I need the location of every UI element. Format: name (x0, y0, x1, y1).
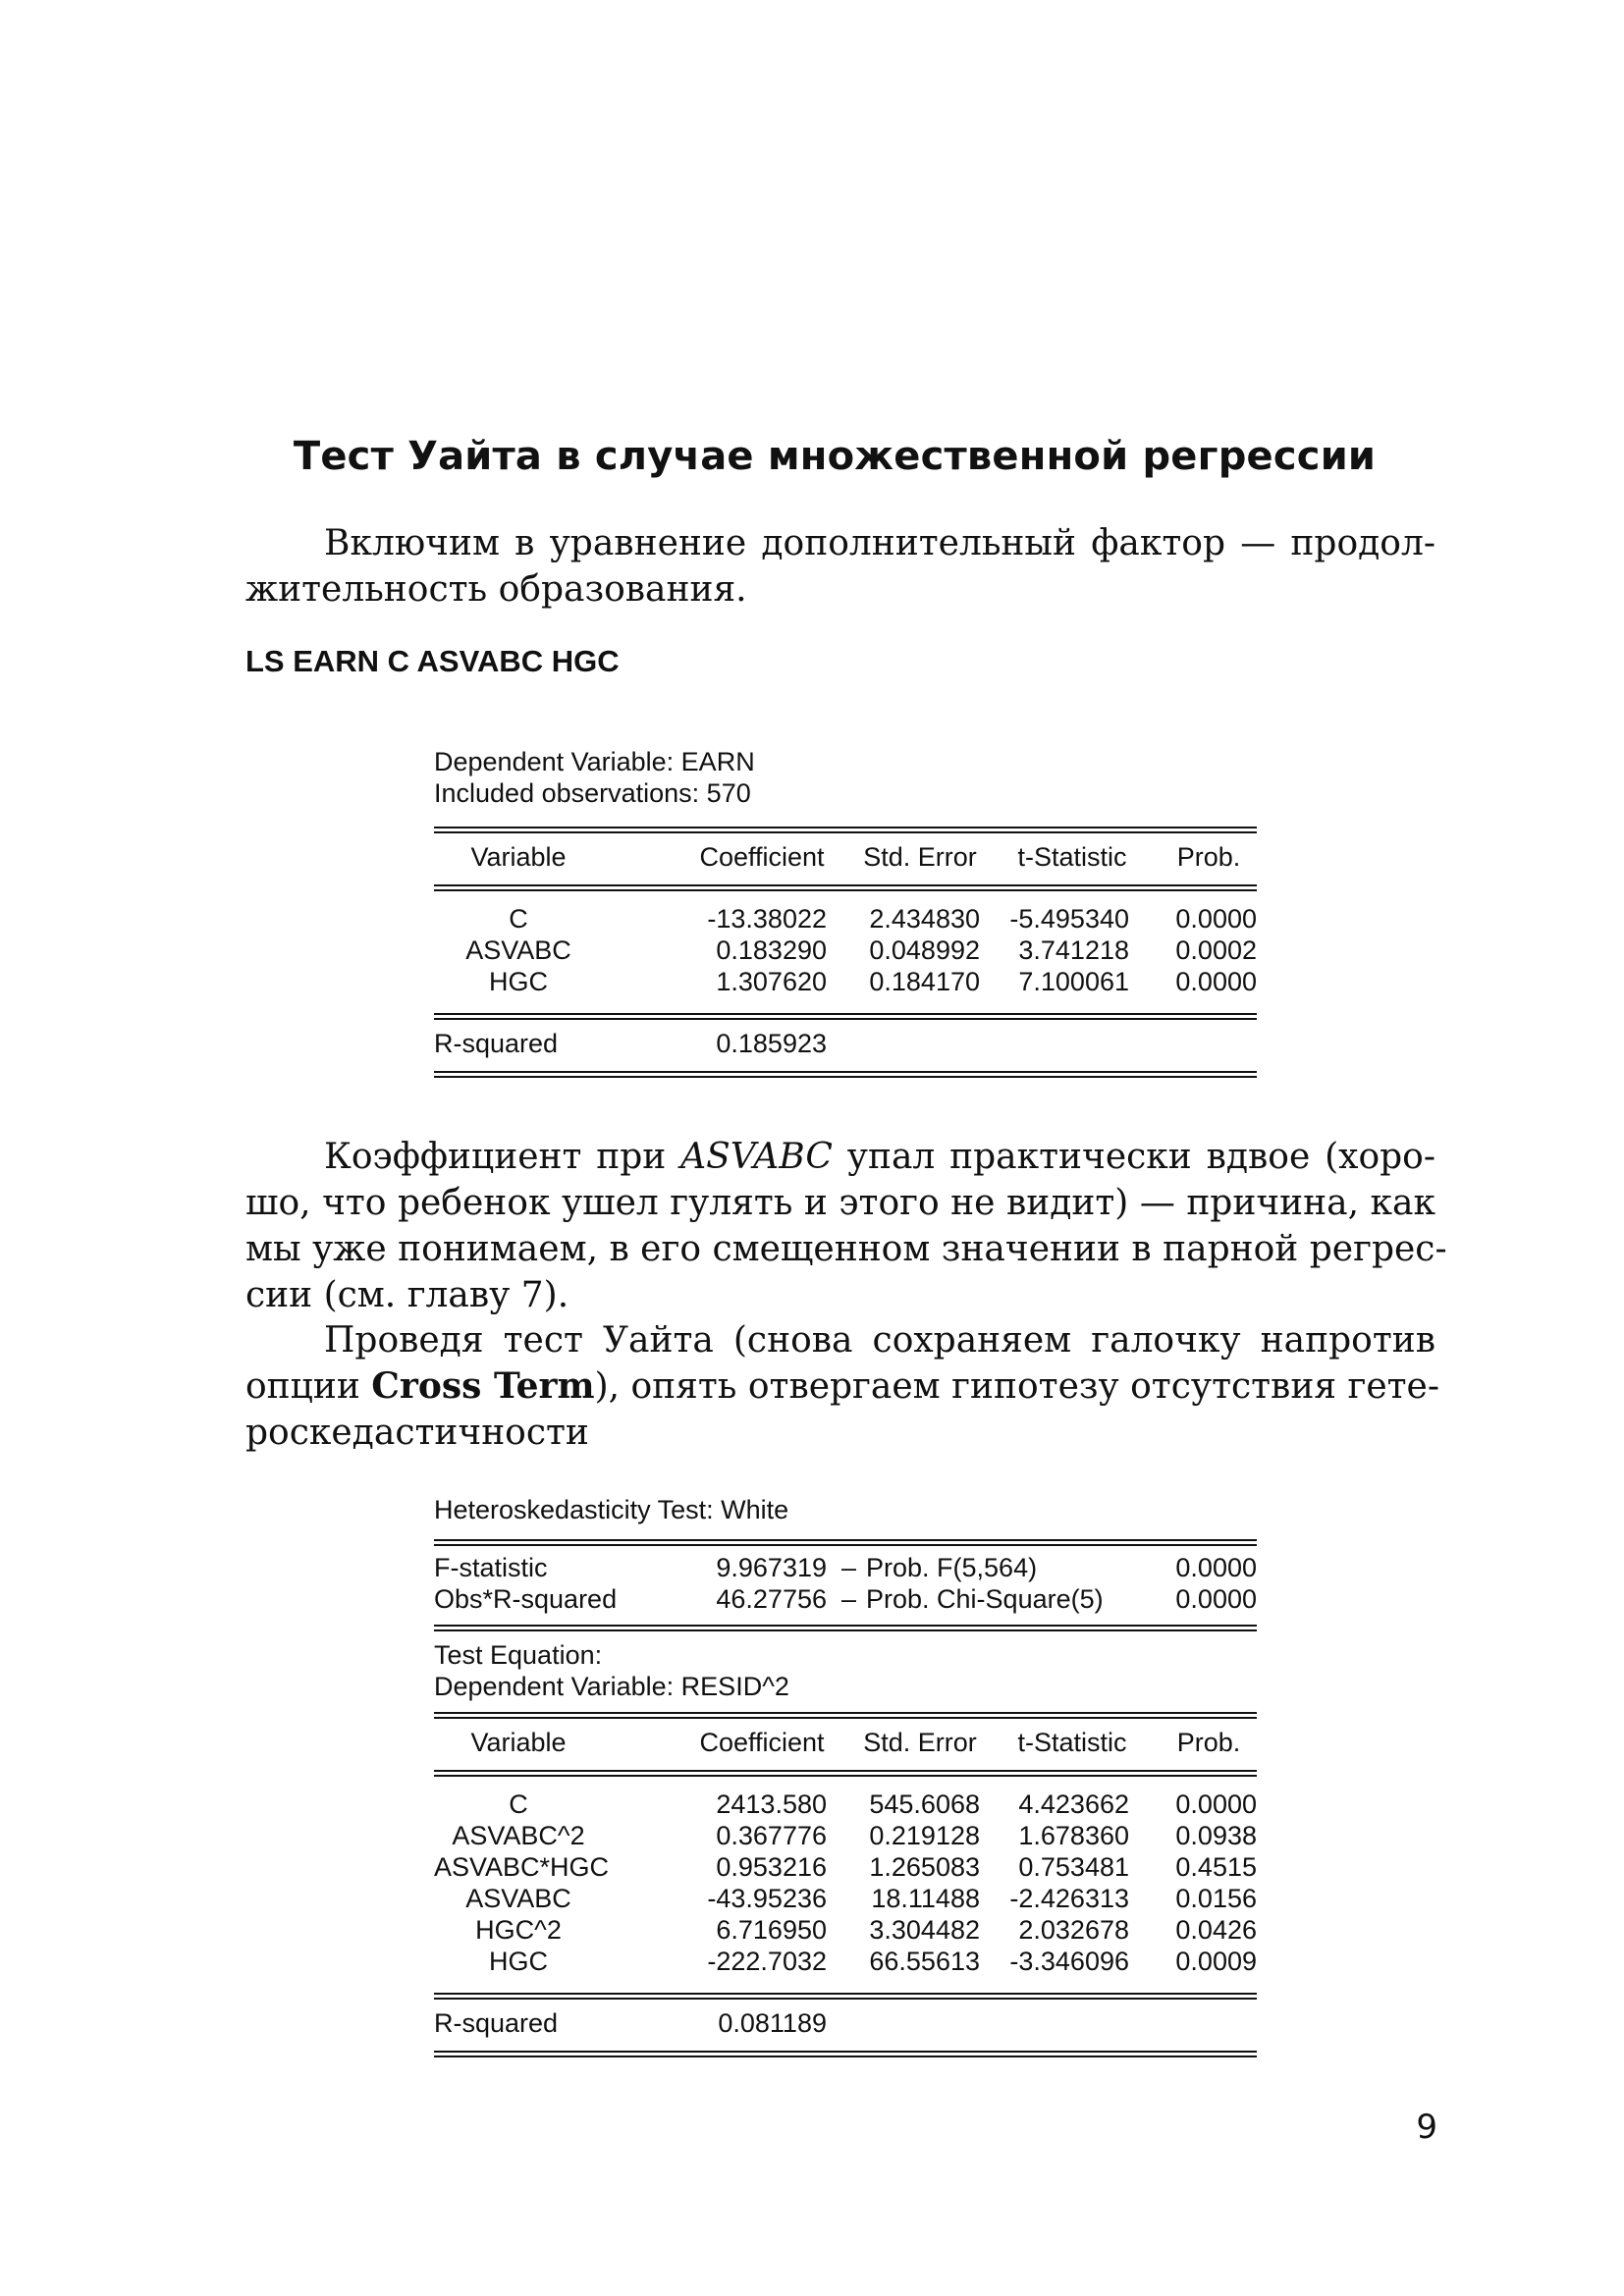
dep-variable: Dependent Variable: EARN (434, 747, 755, 776)
stat-test: Prob. Chi-Square(5) (866, 1584, 1104, 1614)
para2-line-1 (245, 1134, 1435, 1180)
cell-std-error: 0.184170 (869, 967, 980, 996)
table-row (434, 1789, 1257, 1820)
table-header (434, 841, 1257, 873)
white-test-output (434, 1494, 1257, 2057)
cell-t-statistic: -5.495340 (1009, 904, 1129, 934)
stat-test: Prob. F(5,564) (866, 1553, 1038, 1582)
command-line: LS EARN C ASVABC HGC (245, 644, 620, 678)
intro-line-1: Включим в уравнение дополнительный фактор — продол- (324, 523, 1435, 563)
stat-value: 46.27756 (716, 1584, 827, 1614)
table-row (434, 1883, 1257, 1914)
cell-prob: 0.4515 (1175, 1852, 1257, 1882)
included-observations: Included observations: 570 (434, 778, 751, 808)
para3-line-3: роскедастичности (245, 1413, 589, 1453)
stat-dash: – (841, 1584, 857, 1614)
cell-t-statistic: 0.753481 (1018, 1852, 1129, 1882)
cell-prob: 0.0000 (1175, 904, 1257, 934)
table-rule (434, 1013, 1257, 1020)
table-row (434, 903, 1257, 934)
cell-std-error: 66.55613 (869, 1947, 980, 1976)
cell-variable: C (509, 1789, 528, 1819)
r-squared-row (434, 2007, 1257, 2039)
table-row (434, 1851, 1257, 1883)
stat-label: Obs*R-squared (434, 1584, 618, 1614)
stat-value: 9.967319 (716, 1553, 827, 1582)
r-squared-row (434, 1028, 1257, 1059)
table-rule (434, 1625, 1257, 1631)
cell-prob: 0.0000 (1175, 967, 1257, 996)
option-name: Cross Term (371, 1365, 595, 1407)
cell-t-statistic: -2.426313 (1009, 1884, 1129, 1913)
paragraph-3 (245, 1317, 1440, 1456)
table-rule (434, 2051, 1257, 2057)
table-header (434, 1727, 1257, 1758)
stat-prob: 0.0000 (1175, 1584, 1257, 1614)
header-prob: Prob. (1176, 842, 1241, 872)
test-equation-label: Test Equation: (434, 1640, 603, 1670)
cell-coefficient: 2413.580 (716, 1789, 827, 1819)
intro-paragraph (245, 520, 1435, 613)
para2-line-4: сии (см. главу 7). (245, 1275, 569, 1315)
cell-std-error: 3.304482 (869, 1915, 980, 1945)
cell-std-error: 0.219128 (869, 1821, 980, 1850)
cell-t-statistic: 4.423662 (1018, 1789, 1129, 1819)
stat-prob: 0.0000 (1175, 1553, 1257, 1582)
cell-coefficient: 1.307620 (716, 967, 827, 996)
r-squared-value: 0.185923 (716, 1029, 827, 1058)
cell-prob: 0.0426 (1175, 1915, 1257, 1945)
cell-prob: 0.0002 (1175, 935, 1257, 965)
intro-line-2: жительность образования. (245, 569, 747, 610)
cell-coefficient: 0.953216 (716, 1852, 827, 1882)
r-squared-value: 0.081189 (718, 2008, 827, 2038)
stat-row (434, 1583, 1257, 1615)
table-rule (434, 827, 1257, 833)
header-t-statistic: t-Statistic (1017, 1728, 1127, 1757)
cell-t-statistic: -3.346096 (1009, 1947, 1129, 1976)
table-rule (434, 1993, 1257, 2000)
cell-variable: HGC (489, 967, 548, 996)
cell-variable: C (509, 904, 528, 934)
table-rule (434, 884, 1257, 891)
header-std-error: Std. Error (863, 1728, 977, 1757)
header-t-statistic: t-Statistic (1017, 842, 1127, 872)
table-row (434, 966, 1257, 997)
cell-std-error: 1.265083 (869, 1852, 980, 1882)
section-title: Тест Уайта в случае множественной регрессии (293, 434, 1377, 479)
white-test-title: Heteroskedasticity Test: White (434, 1495, 789, 1524)
stat-row (434, 1552, 1257, 1583)
cell-std-error: 0.048992 (869, 935, 980, 965)
page-number: 9 (1416, 2108, 1437, 2147)
cell-coefficient: 0.367776 (716, 1821, 827, 1850)
cell-variable: ASVABC (465, 1884, 571, 1913)
table-row (434, 934, 1257, 966)
cell-coefficient: -43.95236 (707, 1884, 827, 1913)
table-row (434, 1946, 1257, 1977)
cell-prob: 0.0156 (1175, 1884, 1257, 1913)
header-variable: Variable (470, 1728, 567, 1757)
cell-prob: 0.0000 (1175, 1789, 1257, 1819)
table-row (434, 1820, 1257, 1851)
para3-text: опции (245, 1366, 372, 1407)
header-prob: Prob. (1176, 1728, 1241, 1757)
cell-variable: ASVABC^2 (452, 1821, 585, 1850)
cell-variable: ASVABC*HGC (434, 1852, 610, 1882)
para3-line-2 (245, 1363, 1440, 1410)
dep-variable: Dependent Variable: RESID^2 (434, 1672, 789, 1701)
table-rule (434, 1539, 1257, 1546)
cell-std-error: 18.11488 (871, 1884, 980, 1913)
table-rule (434, 1712, 1257, 1719)
cell-t-statistic: 7.100061 (1018, 967, 1129, 996)
table-row (434, 1914, 1257, 1946)
table-rule (434, 1071, 1257, 1078)
para3-text: ), опять отвергаем гипотезу отсутствия гете- (594, 1366, 1440, 1407)
cell-coefficient: -222.7032 (707, 1947, 827, 1976)
para2-text: Коэффициент при (324, 1137, 681, 1177)
cell-t-statistic: 1.678360 (1018, 1821, 1129, 1850)
cell-prob: 0.0938 (1175, 1821, 1257, 1850)
paragraph-2 (245, 1134, 1447, 1318)
cell-variable: HGC^2 (475, 1915, 562, 1945)
table-rule (434, 1770, 1257, 1777)
stat-dash: – (841, 1553, 857, 1582)
cell-std-error: 545.6068 (869, 1789, 980, 1819)
cell-coefficient: -13.38022 (707, 904, 827, 934)
cell-coefficient: 0.183290 (716, 935, 827, 965)
regression-output (434, 746, 1257, 1078)
header-variable: Variable (470, 842, 567, 872)
cell-prob: 0.0009 (1175, 1947, 1257, 1976)
header-coefficient: Coefficient (699, 842, 825, 872)
cell-coefficient: 6.716950 (716, 1915, 827, 1945)
variable-name: ASVABC (680, 1137, 833, 1177)
cell-t-statistic: 2.032678 (1018, 1915, 1129, 1945)
stat-label: F-statistic (434, 1553, 548, 1582)
header-std-error: Std. Error (863, 842, 977, 872)
header-coefficient: Coefficient (699, 1728, 825, 1757)
para2-text: упал практически вдвое (хоро- (832, 1137, 1435, 1177)
cell-std-error: 2.434830 (869, 904, 980, 934)
para3-line-1: Проведя тест Уайта (снова сохраняем галочку напротив (324, 1320, 1435, 1361)
r-squared-label: R-squared (434, 1029, 559, 1058)
para2-line-3: мы уже понимаем, в его смещенном значении в парной регрес- (245, 1229, 1447, 1269)
r-squared-label: R-squared (434, 2008, 559, 2038)
para2-line-2: шо, что ребенок ушел гулять и этого не видит) — причина, как (245, 1183, 1435, 1223)
cell-t-statistic: 3.741218 (1018, 935, 1129, 965)
cell-variable: ASVABC (465, 935, 571, 965)
cell-variable: HGC (489, 1947, 548, 1976)
